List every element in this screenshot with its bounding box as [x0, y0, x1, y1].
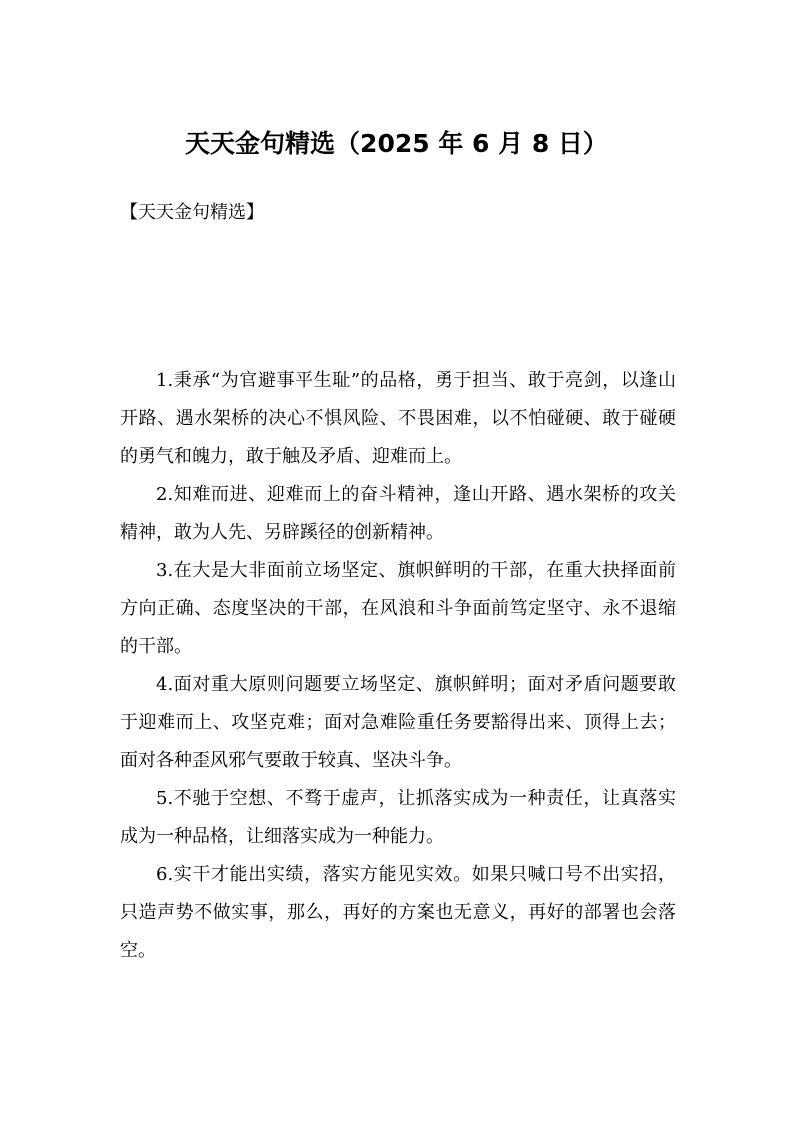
paragraph-6: 6.实干才能出实绩，落实方能见实效。如果只喊口号不出实招，只造声势不做实事，那么，再好的方案也无意义，再好的部署也会落空。 [120, 864, 676, 961]
section-label: 【天天金句精选】 [120, 202, 264, 223]
paragraph-4: 4.面对重大原则问题要立场坚定、旗帜鲜明；面对矛盾问题要敢于迎难而上、攻坚克难；面对急难险重任务要豁得出来、顶得上去；面对各种歪风邪气要敢于较真、坚决斗争。 [120, 674, 676, 771]
paragraph-5: 5.不驰于空想、不骛于虚声，让抓落实成为一种责任，让真落实成为一种品格，让细落实成为一种能力。 [120, 788, 676, 847]
paragraph-2: 2.知难而进、迎难而上的奋斗精神，逢山开路、遇水架桥的攻关精神，敢为人先、另辟蹊径的创新精神。 [120, 484, 676, 543]
document-title: 天天金句精选（2025 年 6 月 8 日） [185, 129, 608, 158]
paragraph-3: 3.在大是大非面前立场坚定、旗帜鲜明的干部，在重大抉择面前方向正确、态度坚决的干部，在风浪和斗争面前笃定坚守、永不退缩的干部。 [120, 560, 676, 657]
document-body [120, 362, 676, 970]
paragraph-1: 1.秉承“为官避事平生耻”的品格，勇于担当、敢于亮剑，以逢山开路、遇水架桥的决心不惧风险、不畏困难，以不怕碰硬、敢于碰硬的勇气和魄力，敢于触及矛盾、迎难而上。 [120, 370, 676, 467]
